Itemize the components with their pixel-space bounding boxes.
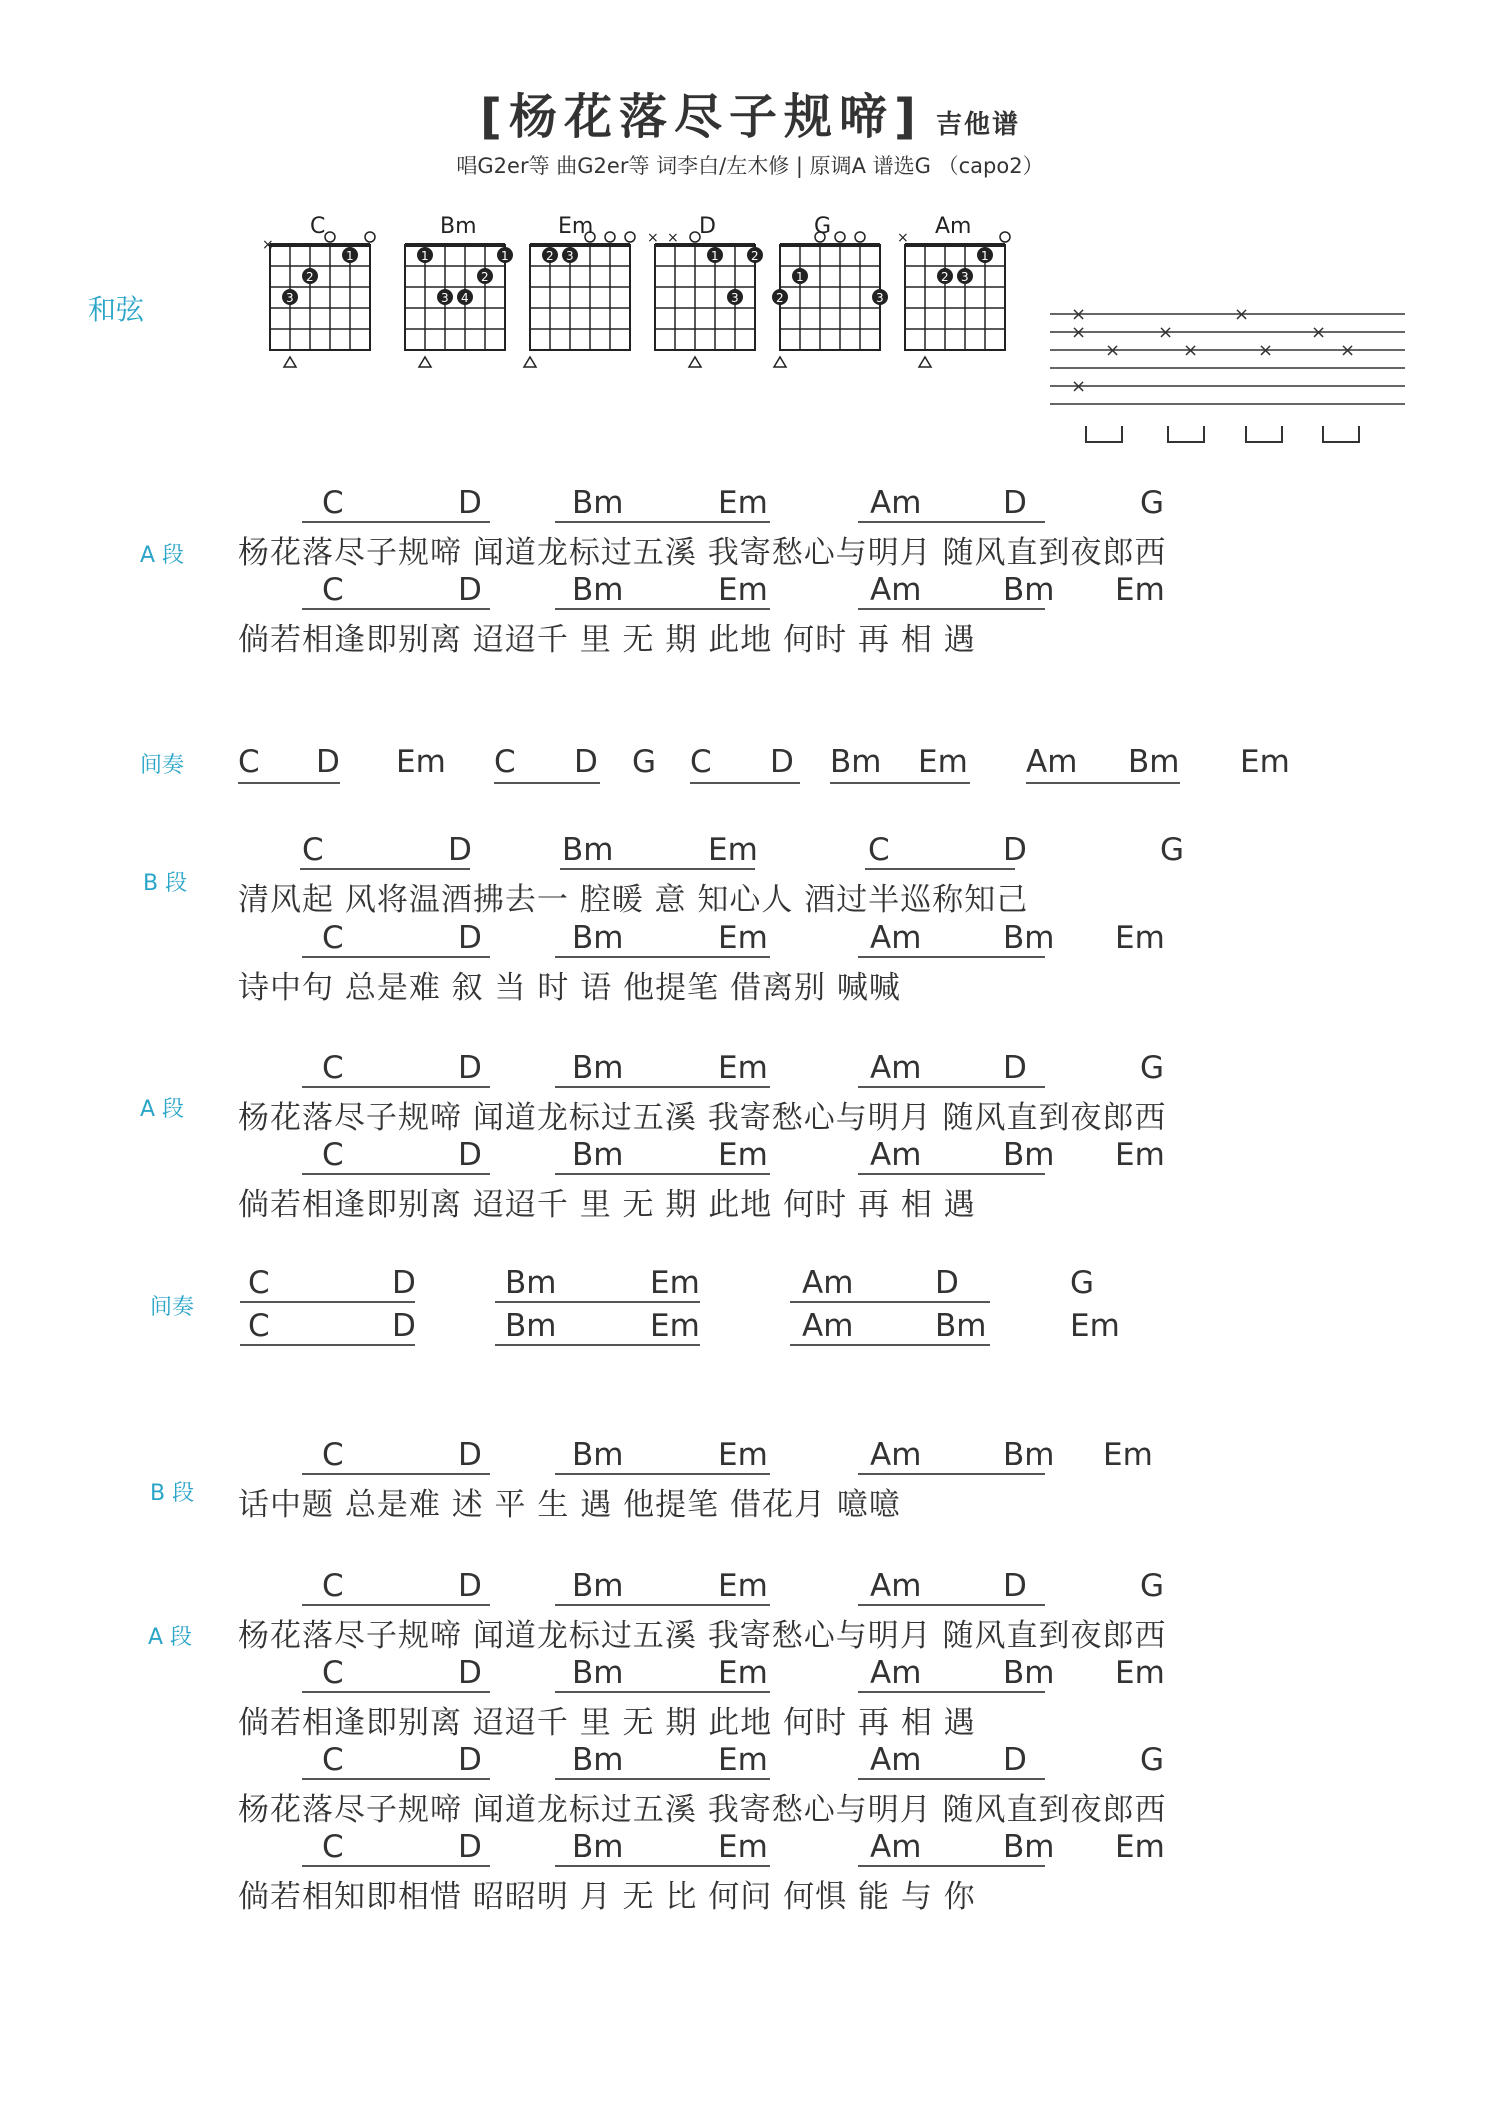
- interlude-chord: C: [248, 1265, 270, 1301]
- chord-diagram-set: [260, 215, 1020, 390]
- chord-label: Am: [870, 1655, 922, 1691]
- svg-text:3: 3: [441, 291, 449, 305]
- svg-text:1: 1: [346, 249, 354, 263]
- credits-line: 唱G2er等 曲G2er等 词李白/左木修 | 原调A 谱选G （capo2）: [456, 154, 1044, 178]
- svg-text:×: ×: [1105, 340, 1121, 361]
- chord-label: C: [322, 572, 344, 608]
- chord-label: Em: [718, 1742, 768, 1778]
- chord-span-line: [858, 1473, 1045, 1475]
- chord-label: Bm: [572, 1655, 624, 1691]
- chord-span-line: [240, 1344, 415, 1346]
- chord-label: Bm: [1003, 1829, 1055, 1865]
- interlude-chord: Bm: [935, 1308, 987, 1344]
- chord-span-line: [1026, 782, 1180, 784]
- chord-span-line: [238, 782, 340, 784]
- chord-label: G: [1160, 832, 1185, 868]
- title-row: [0, 78, 1500, 147]
- chord-label: D: [448, 832, 472, 868]
- chord-span-line: [302, 1778, 490, 1780]
- chord-label: Bm: [1003, 920, 1055, 956]
- chord-label: Am: [870, 1742, 922, 1778]
- svg-text:1: 1: [981, 249, 989, 263]
- interlude-chord: C: [238, 744, 260, 780]
- chord-diagram-bm: [405, 215, 513, 367]
- chord-diagram-am: [897, 215, 1010, 367]
- chord-label: Em: [718, 1655, 768, 1691]
- chord-label: Am: [870, 920, 922, 956]
- chord-label: D: [1003, 1568, 1027, 1604]
- chord-span-line: [858, 1086, 1045, 1088]
- song-title: [杨花落尽子规啼]: [480, 89, 923, 145]
- svg-text:4: 4: [461, 291, 469, 305]
- chord-span-line: [858, 956, 1045, 958]
- interlude-chord: Em: [918, 744, 968, 780]
- section-label-a: A 段: [148, 1625, 193, 1650]
- chord-span-line: [240, 1301, 415, 1303]
- lyric-line: 倘若相知即相惜 昭昭明 月 无 比 何问 何惧 能 与 你: [238, 1879, 976, 1915]
- chord-label: C: [322, 1742, 344, 1778]
- chord-span-line: [302, 1473, 490, 1475]
- svg-text:1: 1: [796, 270, 804, 284]
- chord-label: D: [458, 485, 482, 521]
- chord-label: C: [322, 1829, 344, 1865]
- chord-label: Em: [718, 1050, 768, 1086]
- svg-text:C: C: [310, 215, 326, 239]
- chord-span-line: [302, 1086, 490, 1088]
- chord-label: D: [458, 1437, 482, 1473]
- lyric-line: 杨花落尽子规啼 闻道龙标过五溪 我寄愁心与明月 随风直到夜郎西: [238, 1792, 1167, 1828]
- chord-label: G: [1140, 1568, 1165, 1604]
- svg-text:×: ×: [1234, 304, 1250, 325]
- lyric-line: 诗中句 总是难 叙 当 时 语 他提笔 借离别 喊喊: [238, 970, 901, 1006]
- chord-span-line: [555, 1604, 770, 1606]
- chord-label: Em: [718, 1829, 768, 1865]
- chord-label: C: [322, 1568, 344, 1604]
- chord-span-line: [302, 1691, 490, 1693]
- chord-label: Em: [708, 832, 758, 868]
- interlude-chord: Bm: [1128, 744, 1180, 780]
- interlude-chord: D: [392, 1308, 416, 1344]
- chord-label: D: [458, 1742, 482, 1778]
- section-label-b: B 段: [143, 871, 188, 896]
- chord-label: Am: [870, 572, 922, 608]
- chord-label: C: [322, 1655, 344, 1691]
- svg-text:3: 3: [286, 291, 294, 305]
- svg-text:×: ×: [1158, 322, 1174, 343]
- chord-label: Em: [1115, 1137, 1165, 1173]
- chord-label: G: [1140, 485, 1165, 521]
- svg-text:1: 1: [501, 249, 509, 263]
- interlude-chord: Em: [650, 1308, 700, 1344]
- svg-text:3: 3: [566, 249, 574, 263]
- chord-label: Am: [870, 1568, 922, 1604]
- chord-span-line: [300, 868, 470, 870]
- chord-span-line: [555, 1778, 770, 1780]
- chord-label: D: [458, 1829, 482, 1865]
- chord-label: Bm: [572, 1050, 624, 1086]
- svg-text:Bm: Bm: [440, 215, 477, 239]
- chord-label: D: [1003, 1050, 1027, 1086]
- chord-span-line: [790, 1301, 990, 1303]
- chord-label: Em: [718, 1437, 768, 1473]
- chord-label: C: [302, 832, 324, 868]
- chord-span-line: [858, 1778, 1045, 1780]
- interlude-chord: G: [1070, 1265, 1095, 1301]
- svg-text:3: 3: [961, 270, 969, 284]
- chord-span-line: [302, 1604, 490, 1606]
- svg-text:×: ×: [1071, 376, 1087, 397]
- interlude-chord: Em: [1070, 1308, 1120, 1344]
- svg-text:3: 3: [876, 291, 884, 305]
- interlude-chord: C: [494, 744, 516, 780]
- chord-label: Bm: [1003, 1437, 1055, 1473]
- chord-span-line: [858, 608, 1045, 610]
- interlude-chord: G: [632, 744, 657, 780]
- chord-label: Bm: [1003, 1655, 1055, 1691]
- chord-label: C: [322, 1437, 344, 1473]
- chord-span-line: [302, 1865, 490, 1867]
- chord-label: C: [868, 832, 890, 868]
- interlude-chord: Bm: [505, 1265, 557, 1301]
- chord-span-line: [690, 782, 800, 784]
- svg-text:Em: Em: [558, 215, 594, 239]
- chord-label: Em: [718, 920, 768, 956]
- lyric-line: 倘若相逢即别离 迢迢千 里 无 期 此地 何时 再 相 遇: [238, 1705, 976, 1741]
- section-label-interlude: 间奏: [150, 1295, 195, 1320]
- chord-span-line: [830, 782, 970, 784]
- interlude-chord: D: [574, 744, 598, 780]
- chord-span-line: [495, 1301, 700, 1303]
- chord-label: Em: [1115, 920, 1165, 956]
- chord-span-line: [302, 956, 490, 958]
- chord-span-line: [555, 521, 770, 523]
- section-label-a: A 段: [140, 1097, 185, 1122]
- interlude-chord: D: [316, 744, 340, 780]
- chord-label: D: [458, 572, 482, 608]
- chord-label: C: [322, 485, 344, 521]
- chord-span-line: [560, 868, 755, 870]
- chord-span-line: [302, 521, 490, 523]
- chord-label: Em: [1103, 1437, 1153, 1473]
- chord-diagrams: [260, 215, 1020, 394]
- section-label-a: A 段: [140, 543, 185, 568]
- chord-label: Bm: [572, 1829, 624, 1865]
- interlude-chord: Am: [1026, 744, 1078, 780]
- chord-span-line: [858, 1173, 1045, 1175]
- chord-span-line: [858, 1604, 1045, 1606]
- lyric-line: 杨花落尽子规啼 闻道龙标过五溪 我寄愁心与明月 随风直到夜郎西: [238, 1618, 1167, 1654]
- svg-text:2: 2: [941, 270, 949, 284]
- interlude-chord: C: [248, 1308, 270, 1344]
- chord-span-line: [302, 1173, 490, 1175]
- svg-text:2: 2: [751, 249, 759, 263]
- chord-label: C: [322, 1050, 344, 1086]
- chord-label: Bm: [572, 1137, 624, 1173]
- chord-label: Bm: [572, 485, 624, 521]
- chord-label: C: [322, 1137, 344, 1173]
- svg-text:2: 2: [306, 270, 314, 284]
- svg-text:×: ×: [1071, 304, 1087, 325]
- chord-span-line: [858, 1691, 1045, 1693]
- lyric-line: 倘若相逢即别离 迢迢千 里 无 期 此地 何时 再 相 遇: [238, 1187, 976, 1223]
- chord-label: Em: [1115, 1655, 1165, 1691]
- interlude-chord: C: [690, 744, 712, 780]
- interlude-chord: D: [770, 744, 794, 780]
- chord-label: Bm: [572, 1437, 624, 1473]
- chord-span-line: [302, 608, 490, 610]
- lyric-line: 杨花落尽子规啼 闻道龙标过五溪 我寄愁心与明月 随风直到夜郎西: [238, 535, 1167, 571]
- chord-label: Am: [870, 1829, 922, 1865]
- interlude-chord: D: [935, 1265, 959, 1301]
- svg-text:×: ×: [1340, 340, 1356, 361]
- section-label-interlude: 间奏: [140, 753, 185, 778]
- svg-text:2: 2: [776, 291, 784, 305]
- chord-diagram-g: [772, 215, 888, 367]
- chord-label: D: [1003, 485, 1027, 521]
- chord-label: Em: [718, 485, 768, 521]
- interlude-chord: Em: [1240, 744, 1290, 780]
- interlude-chord: Bm: [505, 1308, 557, 1344]
- strum-pattern: [1050, 300, 1410, 464]
- chord-span-line: [790, 1344, 990, 1346]
- svg-text:×: ×: [1071, 322, 1087, 343]
- svg-text:×: ×: [647, 230, 659, 246]
- lyric-line: 清风起 风将温酒拂去一 腔暖 意 知心人 酒过半巡称知己: [238, 882, 1029, 918]
- svg-text:2: 2: [546, 249, 554, 263]
- chord-diagram-d: [647, 215, 763, 367]
- chord-span-line: [555, 956, 770, 958]
- chord-label: C: [322, 920, 344, 956]
- svg-text:G: G: [814, 215, 832, 239]
- chord-label: D: [458, 1137, 482, 1173]
- svg-text:D: D: [699, 215, 716, 239]
- svg-text:Am: Am: [935, 215, 972, 239]
- chord-label: Em: [718, 572, 768, 608]
- chord-label: D: [1003, 832, 1027, 868]
- chord-label: Em: [1115, 572, 1165, 608]
- section-label-b: B 段: [150, 1481, 195, 1506]
- chord-label: D: [458, 920, 482, 956]
- chord-span-line: [555, 608, 770, 610]
- interlude-chord: Em: [650, 1265, 700, 1301]
- svg-text:×: ×: [262, 237, 274, 253]
- chord-label: Bm: [572, 1568, 624, 1604]
- chord-label: G: [1140, 1742, 1165, 1778]
- svg-text:×: ×: [1258, 340, 1274, 361]
- chord-label: Bm: [572, 572, 624, 608]
- svg-text:×: ×: [1183, 340, 1199, 361]
- title-suffix: 吉他谱: [935, 110, 1020, 140]
- chord-label: Em: [718, 1137, 768, 1173]
- chord-span-line: [555, 1865, 770, 1867]
- chord-span-line: [555, 1086, 770, 1088]
- chord-span-line: [858, 1865, 1045, 1867]
- chord-label: Bm: [562, 832, 614, 868]
- svg-text:1: 1: [711, 249, 719, 263]
- chord-label: Bm: [1003, 1137, 1055, 1173]
- chord-span-line: [865, 868, 1015, 870]
- strum-staff: [1050, 300, 1410, 460]
- interlude-chord: Am: [802, 1265, 854, 1301]
- chord-label: D: [458, 1655, 482, 1691]
- chord-label: Am: [870, 1137, 922, 1173]
- chord-label: D: [458, 1568, 482, 1604]
- chord-span-line: [555, 1173, 770, 1175]
- chord-label: Bm: [572, 920, 624, 956]
- lyric-line: 倘若相逢即别离 迢迢千 里 无 期 此地 何时 再 相 遇: [238, 622, 976, 658]
- interlude-chord: Bm: [830, 744, 882, 780]
- chord-span-line: [494, 782, 600, 784]
- chord-label: Am: [870, 1437, 922, 1473]
- svg-text:1: 1: [421, 249, 429, 263]
- chord-label: Am: [870, 485, 922, 521]
- svg-text:2: 2: [481, 270, 489, 284]
- chord-label: Em: [1115, 1829, 1165, 1865]
- chord-label: Bm: [572, 1742, 624, 1778]
- chord-span-line: [555, 1473, 770, 1475]
- svg-text:×: ×: [897, 230, 909, 246]
- chord-label: Em: [718, 1568, 768, 1604]
- chord-label: D: [458, 1050, 482, 1086]
- chord-span-line: [495, 1344, 700, 1346]
- svg-text:3: 3: [731, 291, 739, 305]
- lyric-line: 话中题 总是难 述 平 生 遇 他提笔 借花月 噫噫: [238, 1487, 901, 1523]
- interlude-chord: Am: [802, 1308, 854, 1344]
- chord-label: D: [1003, 1742, 1027, 1778]
- chord-label: G: [1140, 1050, 1165, 1086]
- svg-text:×: ×: [667, 230, 679, 246]
- chord-span-line: [858, 521, 1045, 523]
- interlude-chord: D: [392, 1265, 416, 1301]
- svg-text:×: ×: [1311, 322, 1327, 343]
- chord-diagram-c: [262, 215, 375, 367]
- lyric-line: 杨花落尽子规啼 闻道龙标过五溪 我寄愁心与明月 随风直到夜郎西: [238, 1100, 1167, 1136]
- chords-label: 和弦: [88, 293, 145, 326]
- chord-diagram-em: [524, 215, 635, 367]
- interlude-chord: Em: [396, 744, 446, 780]
- chord-span-line: [555, 1691, 770, 1693]
- chord-label: Bm: [1003, 572, 1055, 608]
- chord-label: Am: [870, 1050, 922, 1086]
